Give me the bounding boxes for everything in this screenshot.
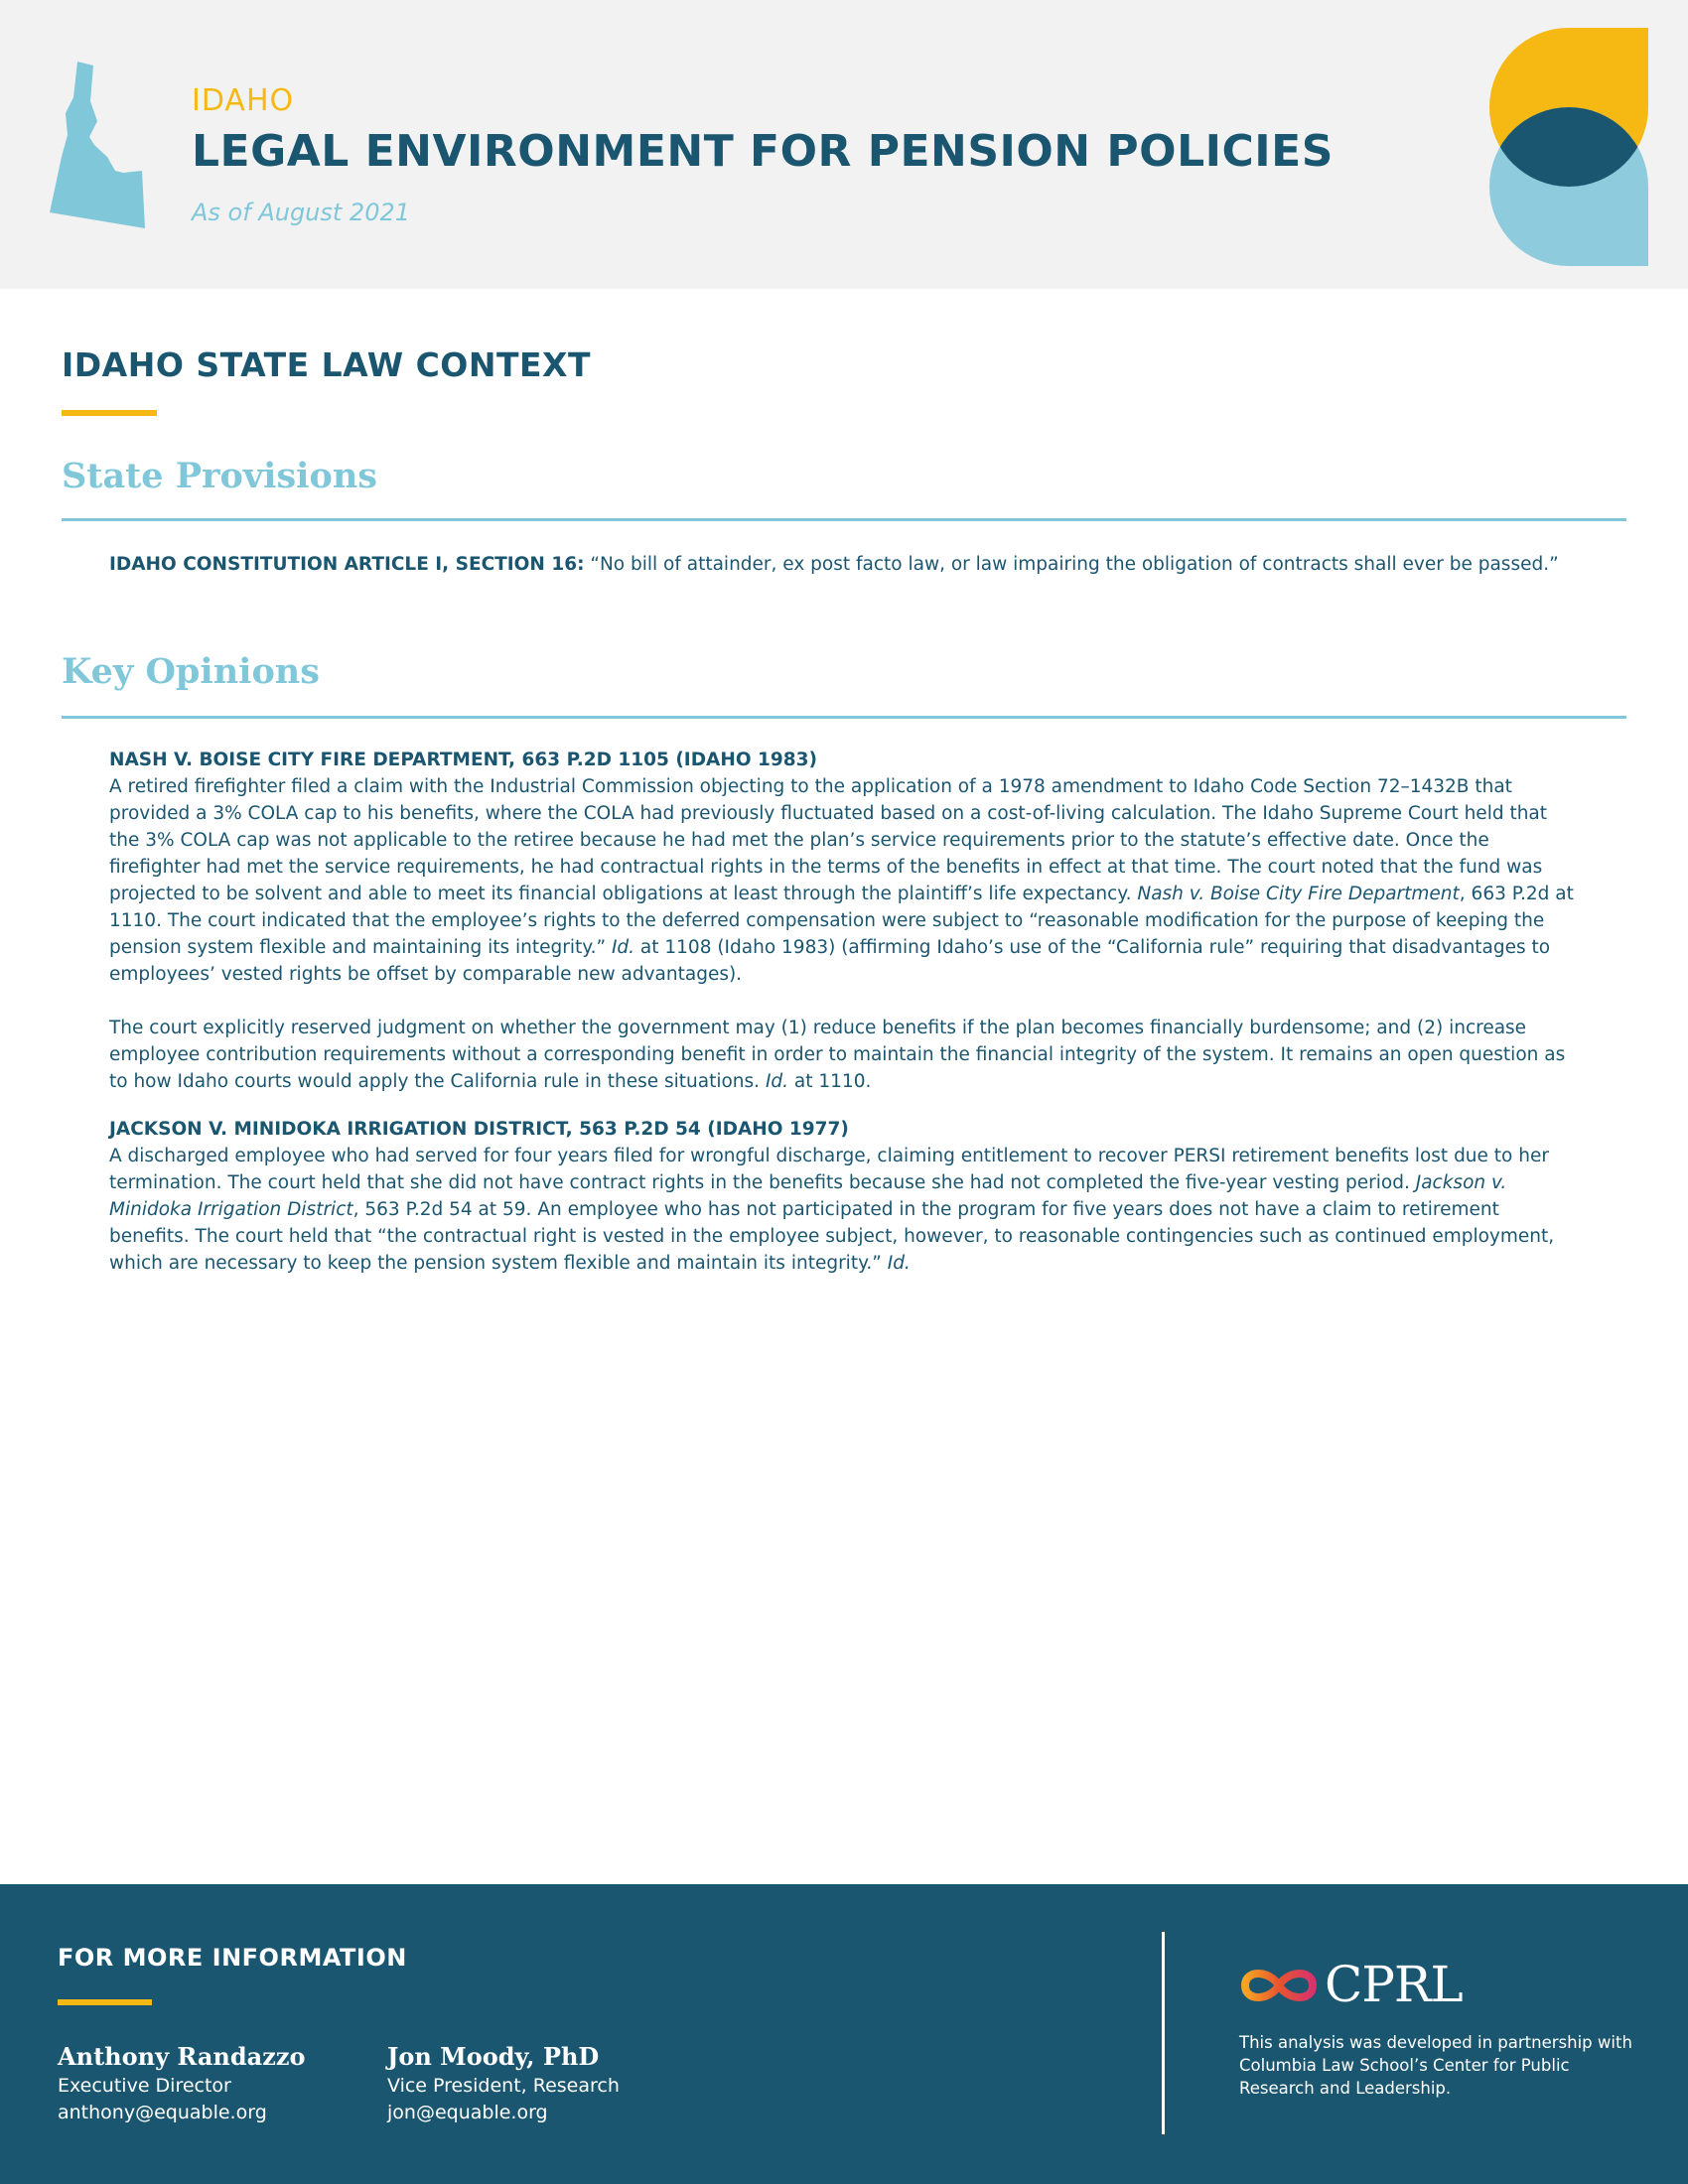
- page-footer: [0, 1884, 1688, 2184]
- idaho-state-icon: [50, 62, 149, 230]
- infinity-icon: [1239, 1964, 1319, 2007]
- contact-email[interactable]: jon@equable.org: [387, 2102, 548, 2123]
- page-header: [0, 0, 1688, 289]
- case-citation: Jackson v. Minidoka Irrigation District: [109, 1172, 1507, 1220]
- partner-logo-text: CPRL: [1325, 1956, 1463, 2013]
- provision-citation: IDAHO CONSTITUTION ARTICLE I, SECTION 16:: [109, 554, 585, 575]
- contact-card: [387, 2041, 620, 2126]
- footer-divider: [1162, 1932, 1165, 2134]
- section-accent-bar: [62, 410, 157, 416]
- partner-note: This analysis was developed in partnership with Columbia Law School’s Center for Public Research and Leadership.: [1239, 2033, 1632, 2098]
- page-title: LEGAL ENVIRONMENT FOR PENSION POLICIES: [192, 126, 1334, 177]
- opinion-nash: [109, 747, 1579, 1095]
- id-citation: Id.: [887, 1253, 911, 1274]
- section-heading: IDAHO STATE LAW CONTEXT: [62, 345, 591, 384]
- contact-role: Vice President, Research: [387, 2075, 620, 2097]
- key-opinions-rule: [62, 716, 1626, 719]
- opinion-jackson: [109, 1116, 1579, 1277]
- case-title: JACKSON V. MINIDOKA IRRIGATION DISTRICT, 563 P.2D 54 (IDAHO 1977): [109, 1119, 849, 1140]
- as-of-date: As of August 2021: [192, 199, 411, 226]
- case-title: NASH V. BOISE CITY FIRE DEPARTMENT, 663 P.2D 1105 (IDAHO 1983): [109, 750, 817, 770]
- footer-heading: FOR MORE INFORMATION: [58, 1944, 407, 1972]
- case-paragraph: A discharged employee who had served for four years filed for wrongful discharge, claiming entitlement to recover PERSI retirement benefits lost due to her termination. The court held that she did not have contract rights in the benefits because she had not completed the five-year vesting period. Jackson v. Minidoka Irrigation District, 563 P.2d 54 at 59. An employee who has not participated in the program for five years does not have a claim to retirement benefits. The court held that “the contractual right is vested in the employee subject, however, to reasonable contingencies such as continued employment, which are necessary to keep the pension system flexible and maintain its integrity.” Id.: [109, 1146, 1555, 1274]
- contact-email[interactable]: anthony@equable.org: [58, 2102, 267, 2123]
- key-opinions-heading: Key Opinions: [62, 651, 320, 692]
- footer-accent-bar: [58, 1999, 152, 2005]
- constitution-provision: [109, 551, 1599, 578]
- id-citation: Id.: [765, 1071, 789, 1092]
- contact-card: [58, 2041, 305, 2126]
- contact-name: Jon Moody, PhD: [387, 2042, 600, 2071]
- provision-text: “No bill of attainder, ex post facto law, or law impairing the obligation of contracts shall ever be passed.”: [584, 554, 1559, 575]
- state-kicker: IDAHO: [192, 83, 295, 118]
- id-citation: Id.: [611, 937, 635, 958]
- state-provisions-rule: [62, 518, 1626, 521]
- case-citation: Nash v. Boise City Fire Department: [1137, 884, 1460, 904]
- contact-role: Executive Director: [58, 2075, 231, 2097]
- case-paragraph: The court explicitly reserved judgment on whether the government may (1) reduce benefits if the plan becomes financially burdensome; and (2) increase employee contribution requirements without a corresponding benefit in order to maintain the financial integrity of the system. It remains an open question as to how Idaho courts would apply the California rule in these situations. Id. at 1110.: [109, 1018, 1566, 1092]
- case-paragraph: A retired firefighter filed a claim with the Industrial Commission objecting to the application of a 1978 amendment to Idaho Code Section 72–1432B that provided a 3% COLA cap to his benefits, where the COLA had previously fluctuated based on a cost-of-living calculation. The Idaho Supreme Court held that the 3% COLA cap was not applicable to the retiree because he had met the plan’s service requirements prior to the statute’s effective date. Once the firefighter had met the service requirements, he had contractual rights in the terms of the benefits in effect at that time. The court noted that the fund was projected to be solvent and able to meet its financial obligations at least through the plaintiff’s life expectancy. Nash v. Boise City Fire Department, 663 P.2d at 1110. The court indicated that the employee’s rights to the deferred compensation were subject to “reasonable modification for the purpose of keeping the pension system flexible and maintaining its integrity.” Id. at 1108 (Idaho 1983) (affirming Idaho’s use of the “California rule” requiring that disadvantages to employees’ vested rights be offset by comparable new advantages).: [109, 776, 1574, 985]
- contact-name: Anthony Randazzo: [58, 2042, 306, 2071]
- state-provisions-heading: State Provisions: [62, 456, 377, 496]
- equable-logo-icon: [1485, 28, 1652, 268]
